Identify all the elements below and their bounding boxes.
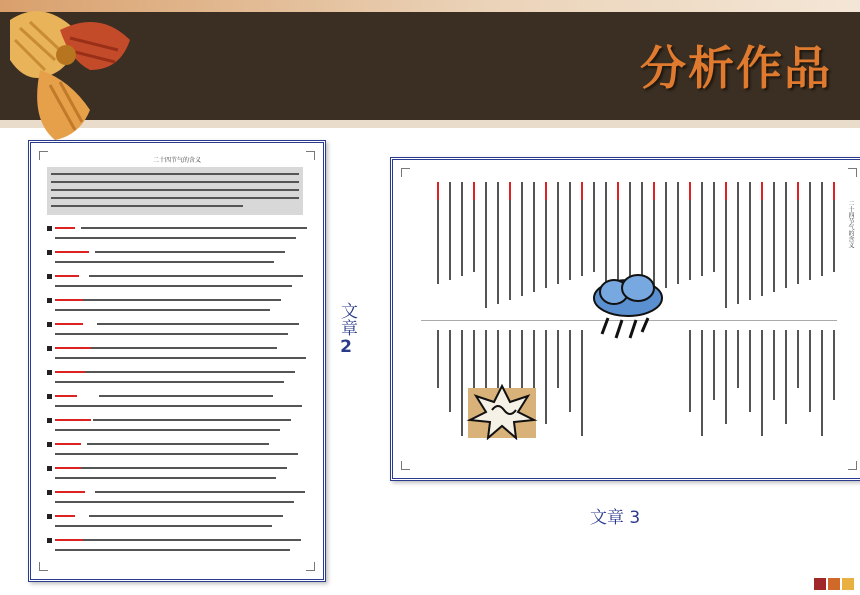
- term-highlight: [689, 182, 691, 200]
- text-column: [701, 330, 703, 436]
- text-column: [557, 182, 559, 284]
- text-column: [533, 182, 535, 292]
- text-column: [713, 330, 715, 400]
- text-line: [95, 491, 305, 493]
- text-line: [55, 309, 270, 311]
- text-line: [55, 453, 298, 455]
- text-column: [725, 182, 727, 308]
- text-line: [91, 347, 277, 349]
- text-column: [569, 330, 571, 412]
- term-highlight: [55, 419, 91, 421]
- text-column: [461, 330, 463, 436]
- text-line: [83, 539, 301, 541]
- text-column: [761, 330, 763, 436]
- text-column: [821, 330, 823, 436]
- text-line: [55, 429, 280, 431]
- paragraph-bullet: [47, 250, 52, 255]
- text-line: [55, 357, 306, 359]
- term-highlight: [55, 251, 89, 253]
- paragraph-bullet: [47, 226, 52, 231]
- text-column: [785, 182, 787, 288]
- text-column: [773, 182, 775, 292]
- text-column: [545, 330, 547, 424]
- text-column: [713, 182, 715, 272]
- doc3-heading: 二十四节气的含义: [847, 200, 854, 248]
- term-highlight: [761, 182, 763, 200]
- term-highlight: [55, 371, 87, 373]
- corner-mark: [401, 168, 410, 177]
- text-column: [557, 330, 559, 388]
- article-2-document[interactable]: [28, 140, 326, 582]
- paragraph-bullet: [47, 442, 52, 447]
- article-3-label: 文章 3: [590, 508, 641, 528]
- text-line: [55, 381, 284, 383]
- text-column: [677, 182, 679, 284]
- term-highlight: [55, 275, 79, 277]
- text-column: [809, 330, 811, 412]
- text-line: [93, 419, 291, 421]
- text-column: [689, 330, 691, 412]
- term-highlight: [581, 182, 583, 200]
- term-highlight: [55, 227, 75, 229]
- term-highlight: [797, 182, 799, 200]
- paragraph-bullet: [47, 490, 52, 495]
- corner-mark: [848, 461, 857, 470]
- term-highlight: [55, 443, 81, 445]
- rain-cloud-icon: [588, 270, 668, 350]
- article-label-number: 2: [340, 337, 352, 357]
- paragraph-bullet: [47, 370, 52, 375]
- text-column: [749, 182, 751, 300]
- slide-title: 分析作品: [640, 41, 832, 95]
- term-highlight: [545, 182, 547, 200]
- text-column: [449, 330, 451, 412]
- text-line: [55, 405, 302, 407]
- paragraph-bullet: [47, 394, 52, 399]
- term-highlight: [55, 491, 85, 493]
- text-line: [89, 515, 283, 517]
- text-column: [833, 330, 835, 400]
- text-column: [461, 182, 463, 276]
- text-column: [497, 182, 499, 304]
- term-highlight: [55, 515, 75, 517]
- text-line: [55, 333, 288, 335]
- text-line: [81, 227, 307, 229]
- text-column: [485, 182, 487, 308]
- text-column: [773, 330, 775, 400]
- text-column: [593, 182, 595, 272]
- text-column: [797, 330, 799, 388]
- text-column: [569, 182, 571, 280]
- text-line: [55, 261, 274, 263]
- text-line: [55, 285, 292, 287]
- paragraph-bullet: [47, 274, 52, 279]
- paragraph-bullet: [47, 298, 52, 303]
- text-line: [55, 525, 272, 527]
- text-line: [89, 275, 303, 277]
- accent-square: [828, 578, 840, 590]
- text-column: [809, 182, 811, 280]
- corner-mark: [401, 461, 410, 470]
- paragraph-bullet: [47, 322, 52, 327]
- text-line: [99, 395, 273, 397]
- term-highlight: [55, 395, 77, 397]
- text-column: [737, 330, 739, 388]
- term-highlight: [509, 182, 511, 200]
- paragraph-bullet: [47, 418, 52, 423]
- corner-mark: [306, 562, 315, 571]
- text-line: [55, 549, 290, 551]
- text-line: [97, 323, 299, 325]
- accent-square: [842, 578, 854, 590]
- text-line: [85, 371, 295, 373]
- text-column: [785, 330, 787, 424]
- paragraph-bullet: [47, 466, 52, 471]
- paragraph-bullet: [47, 346, 52, 351]
- text-line: [95, 251, 285, 253]
- term-highlight: [653, 182, 655, 200]
- doc2-intro-block: [47, 167, 303, 215]
- text-column: [581, 330, 583, 436]
- leaf-burst-icon: [466, 380, 538, 440]
- text-line: [55, 237, 296, 239]
- text-line: [83, 299, 281, 301]
- text-column: [701, 182, 703, 276]
- text-column: [437, 330, 439, 388]
- corner-mark: [39, 562, 48, 571]
- text-column: [449, 182, 451, 280]
- article-label-text: 文章: [337, 302, 357, 336]
- accent-square: [814, 578, 826, 590]
- term-highlight: [725, 182, 727, 200]
- term-highlight: [437, 182, 439, 200]
- article-2-label: [336, 302, 356, 358]
- paragraph-bullet: [47, 538, 52, 543]
- term-highlight: [473, 182, 475, 200]
- text-column: [821, 182, 823, 276]
- paragraph-bullet: [47, 514, 52, 519]
- term-highlight: [55, 323, 83, 325]
- text-line: [81, 467, 287, 469]
- term-highlight: [617, 182, 619, 200]
- text-column: [521, 182, 523, 296]
- doc2-heading: 二十四节气的含义: [152, 157, 201, 164]
- text-line: [55, 501, 294, 503]
- text-line: [55, 477, 276, 479]
- term-highlight: [833, 182, 835, 200]
- text-column: [737, 182, 739, 304]
- text-line: [87, 443, 269, 445]
- text-column: [749, 330, 751, 412]
- text-column: [725, 330, 727, 424]
- pasta-bow-icon: [0, 0, 150, 150]
- corner-mark: [848, 168, 857, 177]
